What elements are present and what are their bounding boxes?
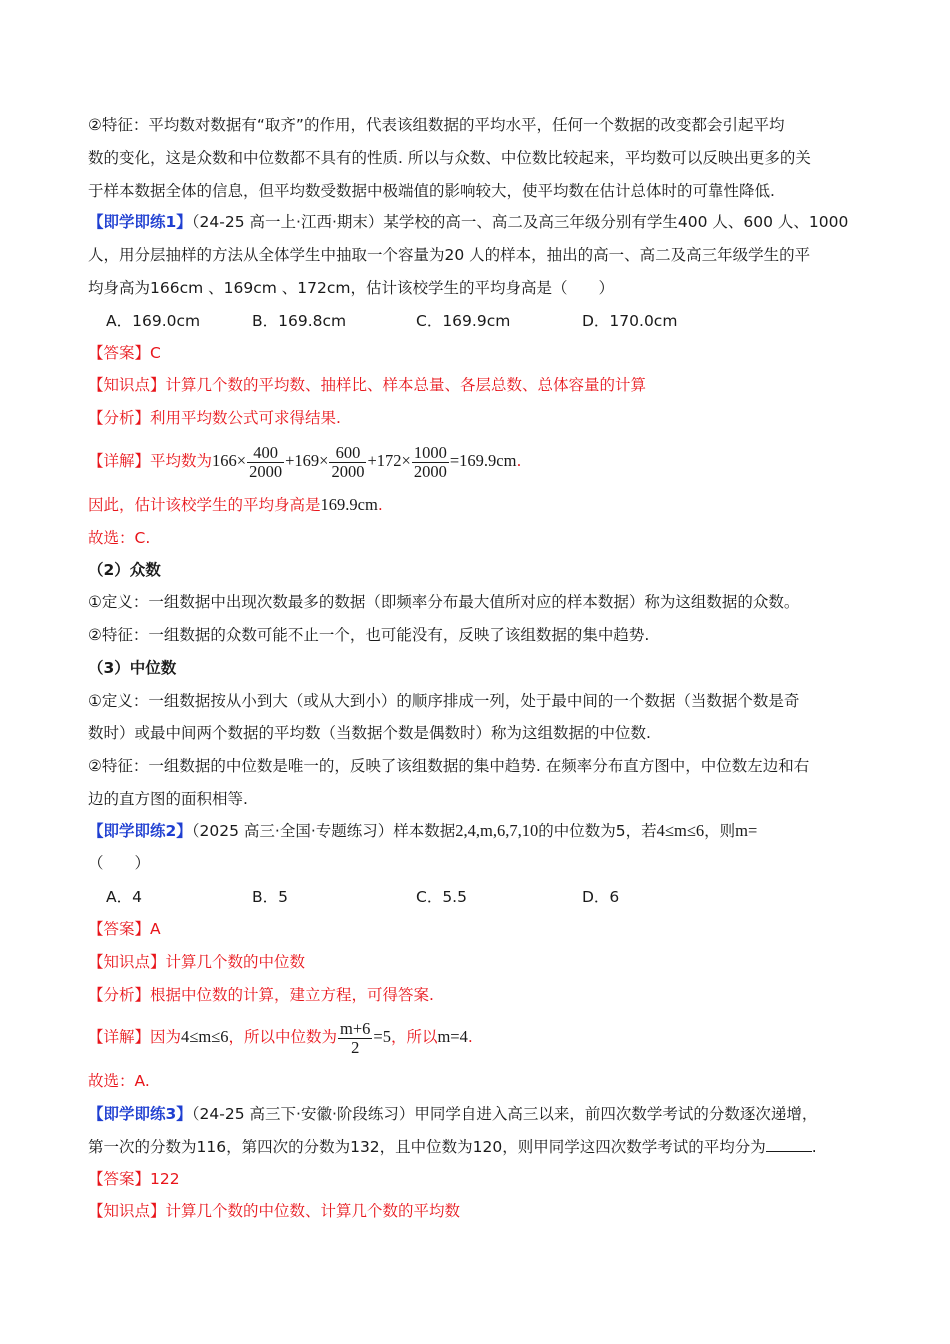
ex2-answer-value: A — [150, 920, 161, 938]
ex1-option-b: B．169.8cm — [252, 312, 347, 330]
ex2-question-a: 样本数据 — [393, 822, 456, 840]
ex1-knowledge — [88, 374, 646, 396]
ex1-detail — [88, 440, 521, 482]
ex1-question-line-1 — [88, 211, 848, 233]
ex3-answer-blank — [766, 1137, 812, 1152]
median-fraction-numerator: m+6 — [340, 1018, 371, 1038]
mean-feature-line-3: 于样本数据全体的信息，但平均数受数据中极端值的影响较大，使平均数在估计总体时的可靠性降低. — [88, 182, 775, 200]
ex2-source: （2025 高三·全国·专题练习） — [191, 822, 394, 840]
median-feature-line-2: 边的直方图的面积相等. — [88, 790, 248, 808]
ex2-question-c: ，则 — [704, 822, 736, 840]
ex2-sample-data: 2,4,m,6,7,10 — [455, 821, 539, 840]
ex1-source: （24-25 高一上·江西·期末） — [191, 213, 384, 231]
fraction-1-denominator: 2000 — [249, 461, 283, 481]
ex3-question-1: 甲同学自进入高三以来，前四次数学考试的分数逐次递增， — [414, 1105, 818, 1123]
ex1-option-a: A．169.0cm — [106, 312, 201, 330]
ex2-detail-result: m=4 — [437, 1027, 468, 1046]
mean-feature-line-2: 数的变化，这是众数和中位数都不具有的性质. 所以与众数、中位数比较起来，平均数可以反映出更多的关 — [88, 149, 811, 167]
ex2-detail-formula — [337, 1018, 391, 1057]
ex2-detail-inequality: 4≤m≤6 — [181, 1027, 229, 1046]
median-definition-line-2: 数时）或最中间两个数据的平均数（当数据个数是偶数时）称为这组数据的中位数. — [88, 724, 651, 742]
fraction-1 — [247, 444, 284, 481]
ex2-unknown: m= — [735, 821, 758, 840]
ex3-knowledge-label: 【知识点】 — [88, 1202, 166, 1220]
ex1-detail-prefix: 平均数为 — [150, 452, 213, 470]
ex1-analysis-label: 【分析】 — [88, 409, 151, 427]
ex2-answer-label: 【答案】 — [88, 920, 151, 938]
ex1-analysis — [88, 407, 341, 429]
ex2-option-a: A．4 — [106, 888, 142, 906]
ex1-option-c: C．169.9cm — [416, 312, 511, 330]
mode-heading: （2）众数 — [88, 561, 161, 579]
ex1-knowledge-text: 计算几个数的平均数、抽样比、样本总量、各层总数、总体容量的计算 — [165, 376, 647, 394]
mean-feature-line-1: ②特征：平均数对数据有“取齐”的作用，代表该组数据的平均水平，任何一个数据的改变都会引起平均 — [88, 116, 785, 134]
fraction-2-denominator: 2000 — [331, 461, 365, 481]
ex2-question-line-2: （ ） — [88, 854, 151, 872]
fraction-3-numerator: 1000 — [413, 442, 447, 462]
fraction-3-denominator: 2000 — [413, 461, 447, 481]
ex3-answer-label: 【答案】 — [88, 1170, 151, 1188]
ex1-analysis-text: 利用平均数公式可求得结果. — [150, 409, 341, 427]
ex2-knowledge-label: 【知识点】 — [88, 953, 166, 971]
mode-feature: ②特征：一组数据的众数可能不止一个，也可能没有，反映了该组数据的集中趋势. — [88, 626, 650, 644]
ex2-question-b: 的中位数为5，若 — [538, 822, 657, 840]
median-fraction-denominator: 2 — [351, 1037, 360, 1057]
median-definition-line-1: ①定义：一组数据按从小到大（或从大到小）的顺序排成一列，处于最中间的一个数据（当数据个数是奇 — [88, 692, 800, 710]
ex1-answer-value: C — [150, 344, 161, 362]
ex2-detail — [88, 1016, 473, 1058]
ex2-knowledge-text: 计算几个数的中位数 — [165, 953, 306, 971]
formula-result: =169.9cm — [449, 451, 517, 470]
ex1-answer — [88, 342, 161, 364]
ex3-question-end: . — [811, 1138, 817, 1156]
ex3-knowledge — [88, 1200, 460, 1222]
ex3-answer-value: 122 — [150, 1170, 180, 1188]
ex3-answer — [88, 1168, 180, 1190]
ex2-detail-label: 【详解】 — [88, 1028, 151, 1046]
fraction-3 — [412, 444, 449, 481]
ex3-tag: 【即学即练3】 — [88, 1105, 192, 1123]
ex1-conclusion-prefix: 因此，估计该校学生的平均身高是 — [88, 496, 321, 514]
mode-definition: ①定义：一组数据中出现次数最多的数据（即频率分布最大值所对应的样本数据）称为这组数据的众数。 — [88, 593, 800, 611]
ex1-tag: 【即学即练1】 — [88, 213, 192, 231]
median-feature-line-1: ②特征：一组数据的中位数是唯一的，反映了该组数据的集中趋势. 在频率分布直方图中，中位数左边和右 — [88, 757, 810, 775]
ex2-choose: 故选：A. — [88, 1072, 150, 1090]
median-equals: =5 — [373, 1027, 391, 1046]
fraction-1-numerator: 400 — [247, 444, 284, 463]
ex1-detail-formula — [212, 442, 517, 481]
ex2-option-c: C．5.5 — [416, 888, 467, 906]
formula-term-3: +172× — [367, 451, 411, 470]
median-fraction — [338, 1020, 372, 1057]
ex2-detail-a: 因为 — [150, 1028, 182, 1046]
ex2-analysis — [88, 984, 434, 1006]
ex1-conclusion-end: . — [377, 496, 383, 514]
ex2-option-d: D．6 — [582, 888, 620, 906]
ex2-question-line-1 — [88, 820, 757, 842]
ex1-option-d: D．170.0cm — [582, 312, 678, 330]
ex1-conclusion-value: 169.9cm — [320, 495, 378, 514]
ex2-tag: 【即学即练2】 — [88, 822, 192, 840]
ex2-detail-b: ，所以中位数为 — [228, 1028, 337, 1046]
ex1-answer-label: 【答案】 — [88, 344, 151, 362]
ex1-question-line-3: 均身高为166cm 、169cm 、172cm，估计该校学生的平均身高是（ ） — [88, 279, 614, 297]
ex2-knowledge — [88, 951, 305, 973]
ex2-analysis-label: 【分析】 — [88, 986, 151, 1004]
median-heading: （3）中位数 — [88, 659, 177, 677]
ex1-knowledge-label: 【知识点】 — [88, 376, 166, 394]
ex2-detail-c: ，所以 — [390, 1028, 438, 1046]
ex2-analysis-text: 根据中位数的计算，建立方程，可得答案. — [150, 986, 434, 1004]
ex3-knowledge-text: 计算几个数的中位数、计算几个数的平均数 — [165, 1202, 461, 1220]
ex2-inequality: 4≤m≤6 — [656, 821, 705, 840]
ex2-detail-end: . — [467, 1028, 473, 1046]
ex3-question-line-2 — [88, 1136, 817, 1158]
ex2-answer — [88, 918, 161, 940]
fraction-2 — [329, 444, 366, 481]
ex1-detail-end: . — [516, 452, 522, 470]
ex2-option-b: B．5 — [252, 888, 288, 906]
ex1-detail-label: 【详解】 — [88, 452, 151, 470]
ex3-source: （24-25 高三下·安徽·阶段练习） — [191, 1105, 415, 1123]
ex3-question-line-1 — [88, 1103, 817, 1125]
ex1-choose: 故选：C. — [88, 529, 151, 547]
ex1-question-line-2: 人，用分层抽样的方法从全体学生中抽取一个容量为20 人的样本，抽出的高一、高二及高三年级学生的平 — [88, 246, 811, 264]
ex3-question-2: 第一次的分数为116，第四次的分数为132，且中位数为120，则甲同学这四次数学考试的平均分为 — [88, 1138, 766, 1156]
formula-term-2: +169× — [285, 451, 329, 470]
ex1-conclusion — [88, 494, 383, 516]
ex1-question-1: 某学校的高一、高二及高三年级分别有学生400 人、600 人、1000 — [383, 213, 849, 231]
formula-term-1: 166× — [212, 451, 247, 470]
fraction-2-numerator: 600 — [329, 444, 366, 463]
